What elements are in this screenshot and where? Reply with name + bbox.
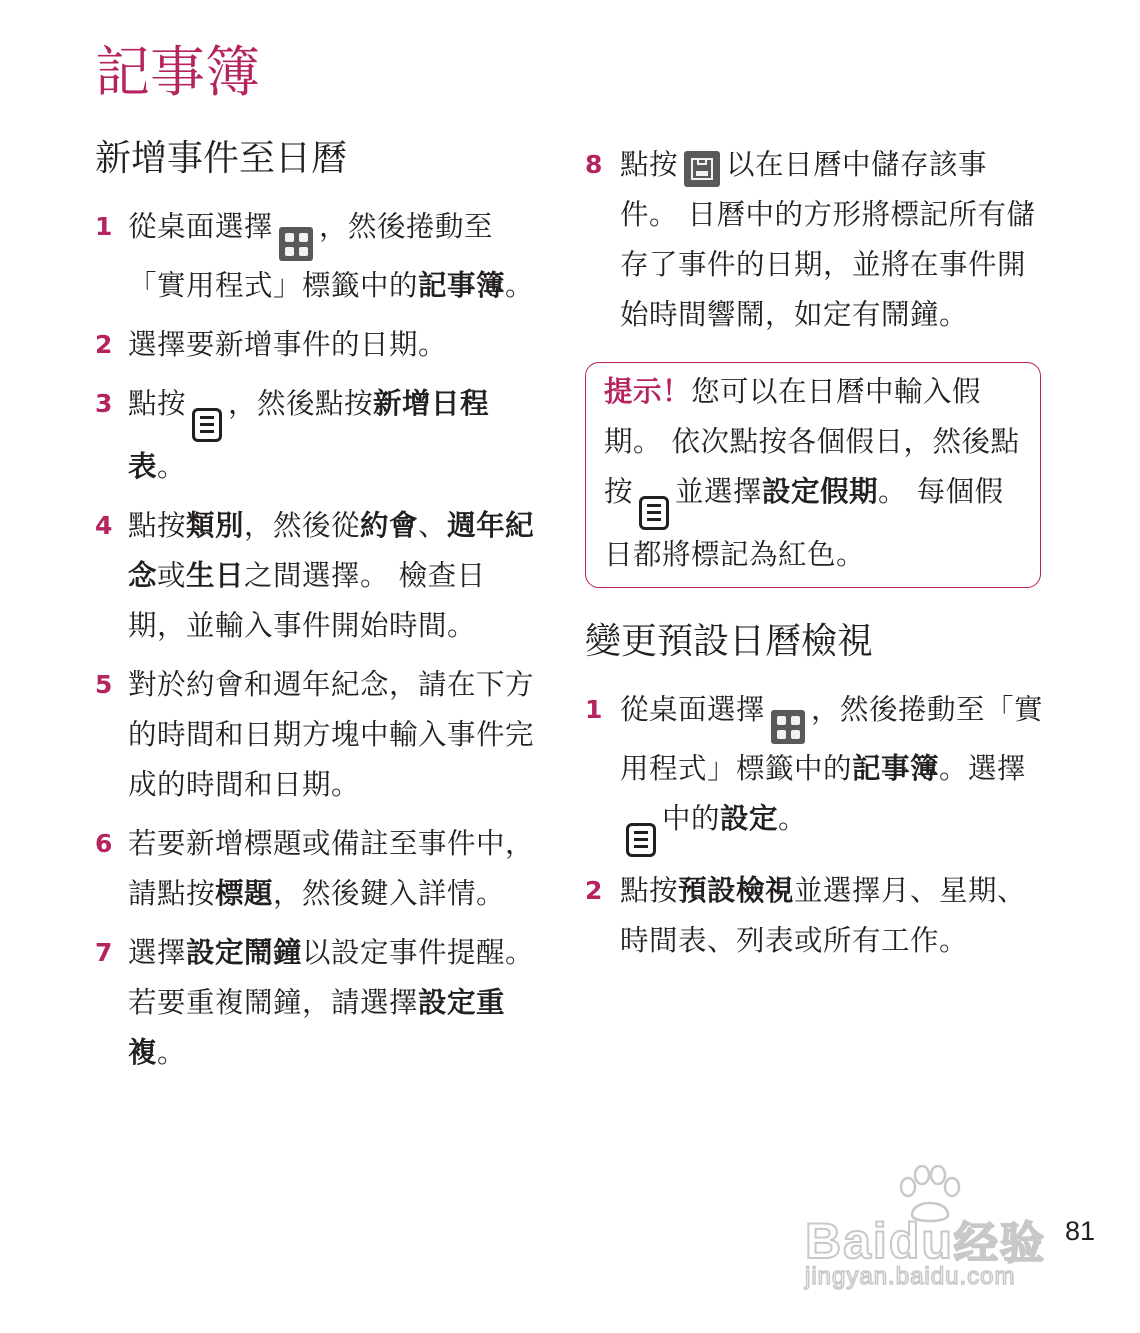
default-view-steps [585, 685, 1045, 966]
add-event-steps [95, 202, 540, 1078]
baidu-watermark [805, 1165, 1090, 1290]
apps-grid-icon [771, 710, 805, 744]
add-event-steps-continued [585, 140, 1045, 340]
tip-box: 提示！您可以在日曆中輸入假期。 依次點按各個假日，然後點按 並選擇設定假期。 每個假日都將標記為紅色。 [585, 362, 1041, 588]
menu-icon [626, 823, 656, 857]
step-5: 5 對於約會和週年紀念，請在下方的時間和日期方塊中輸入事件完成的時間和日期。 [95, 660, 540, 810]
menu-icon [639, 496, 669, 530]
save-icon [684, 151, 720, 187]
page-number: 81 [1065, 1216, 1096, 1246]
menu-icon [192, 408, 222, 442]
section-title-default-view: 變更預設日曆檢視 [585, 621, 874, 662]
step-1: 1 從桌面選擇 ，然後捲動至「實用程式」標籤中的記事簿。 [95, 202, 540, 312]
step-number: 2 [95, 330, 113, 360]
step-number: 5 [95, 669, 113, 699]
step-number: 3 [95, 389, 113, 419]
watermark-url: jingyan.baidu.com [805, 1263, 1016, 1290]
step-6: 6 若要新增標題或備註至事件中，請點按標題，然後鍵入詳情。 [95, 819, 540, 919]
step-number: 2 [585, 875, 603, 905]
section-title-add-event: 新增事件至日曆 [95, 138, 348, 179]
step-number: 4 [95, 510, 113, 540]
step-number: 7 [95, 937, 113, 967]
step-7: 7 選擇設定鬧鐘以設定事件提醒。 若要重複鬧鐘，請選擇設定重複。 [95, 928, 540, 1078]
step-number: 8 [585, 150, 603, 179]
step-3: 3 點按 ，然後點按新增日程表。 [95, 379, 540, 492]
apps-grid-icon [279, 227, 313, 261]
step-number: 1 [95, 211, 113, 241]
page-title: 記事簿 [95, 40, 261, 104]
step-1: 1 從桌面選擇 ，然後捲動至「實用程式」標籤中的記事簿。選擇 中的設定。 [585, 685, 1045, 857]
step-4: 4 點按類別，然後從約會、週年紀念或生日之間選擇。 檢查日期，並輸入事件開始時間。 [95, 501, 540, 651]
left-column [95, 135, 540, 1087]
step-2: 2 點按預設檢視並選擇月、星期、時間表、列表或所有工作。 [585, 866, 1045, 966]
watermark-brand: Baidu经验 [805, 1213, 1046, 1269]
step-number: 1 [585, 694, 603, 724]
step-2: 2 選擇要新增事件的日期。 [95, 320, 540, 370]
step-number: 6 [95, 828, 113, 858]
step-8: 8 點按 以在日曆中儲存該事件。 日曆中的方形將標記所有儲存了事件的日期，並將在事件開始時間響鬧，如定有鬧鐘。 [585, 140, 1045, 340]
right-column [585, 140, 1045, 975]
tip-label: 提示！ [604, 375, 692, 408]
